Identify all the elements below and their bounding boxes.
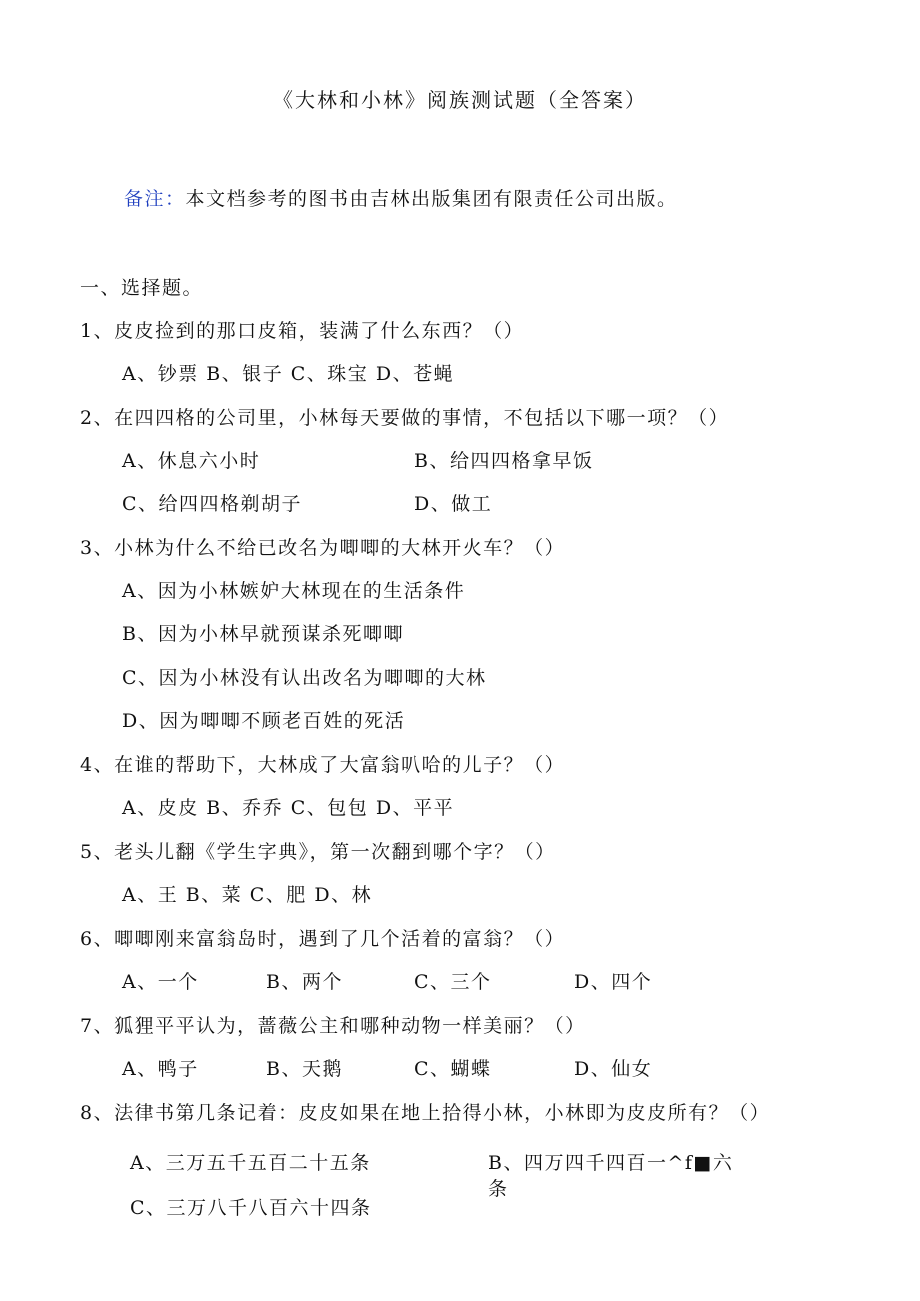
question-4: 4、在谁的帮助下，大林成了大富翁叭哈的儿子？（） [80,754,566,776]
q7-option-c: C、蝴蝶 [414,1058,492,1080]
question-8: 8、法律书第几条记着：皮皮如果在地上拾得小林，小林即为皮皮所有？（） [80,1102,771,1124]
q7-option-b: B、天鹅 [266,1058,343,1080]
note-text: 本文档参考的图书由吉林出版集团有限责任公司出版。 [185,188,678,210]
q2-option-c: C、给四四格剃胡子 [122,493,303,515]
q2-option-a: A、休息六小时 [122,450,261,472]
q8-option-a: A、三万五千五百二十五条 [130,1152,371,1174]
q5-options: A、王 B、菜 C、肥 D、林 [122,884,373,906]
q3-option-d: D、因为唧唧不顾老百姓的死活 [122,710,406,732]
q7-option-d: D、仙女 [574,1058,653,1080]
q7-option-a: A、鸭子 [122,1058,199,1080]
q4-options: A、皮皮 B、乔乔 C、包包 D、平平 [122,797,455,819]
section-heading: 一、选择题。 [80,277,204,299]
note-line [124,187,678,211]
q6-option-b: B、两个 [266,971,343,993]
question-7: 7、狐狸平平认为，蔷薇公主和哪种动物一样美丽？（） [80,1015,586,1037]
q8-option-b: B、四万四千四百一^f■六条 [488,1152,734,1200]
q1-options: A、钞票 B、银子 C、珠宝 D、苍蝇 [122,363,455,385]
q6-option-d: D、四个 [574,971,653,993]
q2-option-b: B、给四四格拿早饭 [414,450,594,472]
q3-option-c: C、因为小林没有认出改名为唧唧的大林 [122,667,487,689]
q2-option-d: D、做工 [414,493,493,515]
question-6: 6、唧唧刚来富翁岛时，遇到了几个活着的富翁？（） [80,928,566,950]
note-label: 备注： [124,188,186,210]
question-2: 2、在四四格的公司里，小林每天要做的事情，不包括以下哪一项？（） [80,407,730,429]
q3-option-b: B、因为小林早就预谋杀死唧唧 [122,623,404,645]
q6-option-a: A、一个 [122,971,199,993]
question-3: 3、小林为什么不给已改名为唧唧的大林开火车？（） [80,537,566,559]
q8-option-c: C、三万八千八百六十四条 [130,1197,372,1219]
q6-option-c: C、三个 [414,971,492,993]
question-1: 1、皮皮捡到的那口皮箱，装满了什么东西？（） [80,320,525,342]
question-5: 5、老头儿翻《学生字典》，第一次翻到哪个字？（） [80,841,556,863]
q3-option-a: A、因为小林嫉妒大林现在的生活条件 [122,580,466,602]
document-title: 《大林和小林》阅族测试题（全答案） [273,88,647,112]
